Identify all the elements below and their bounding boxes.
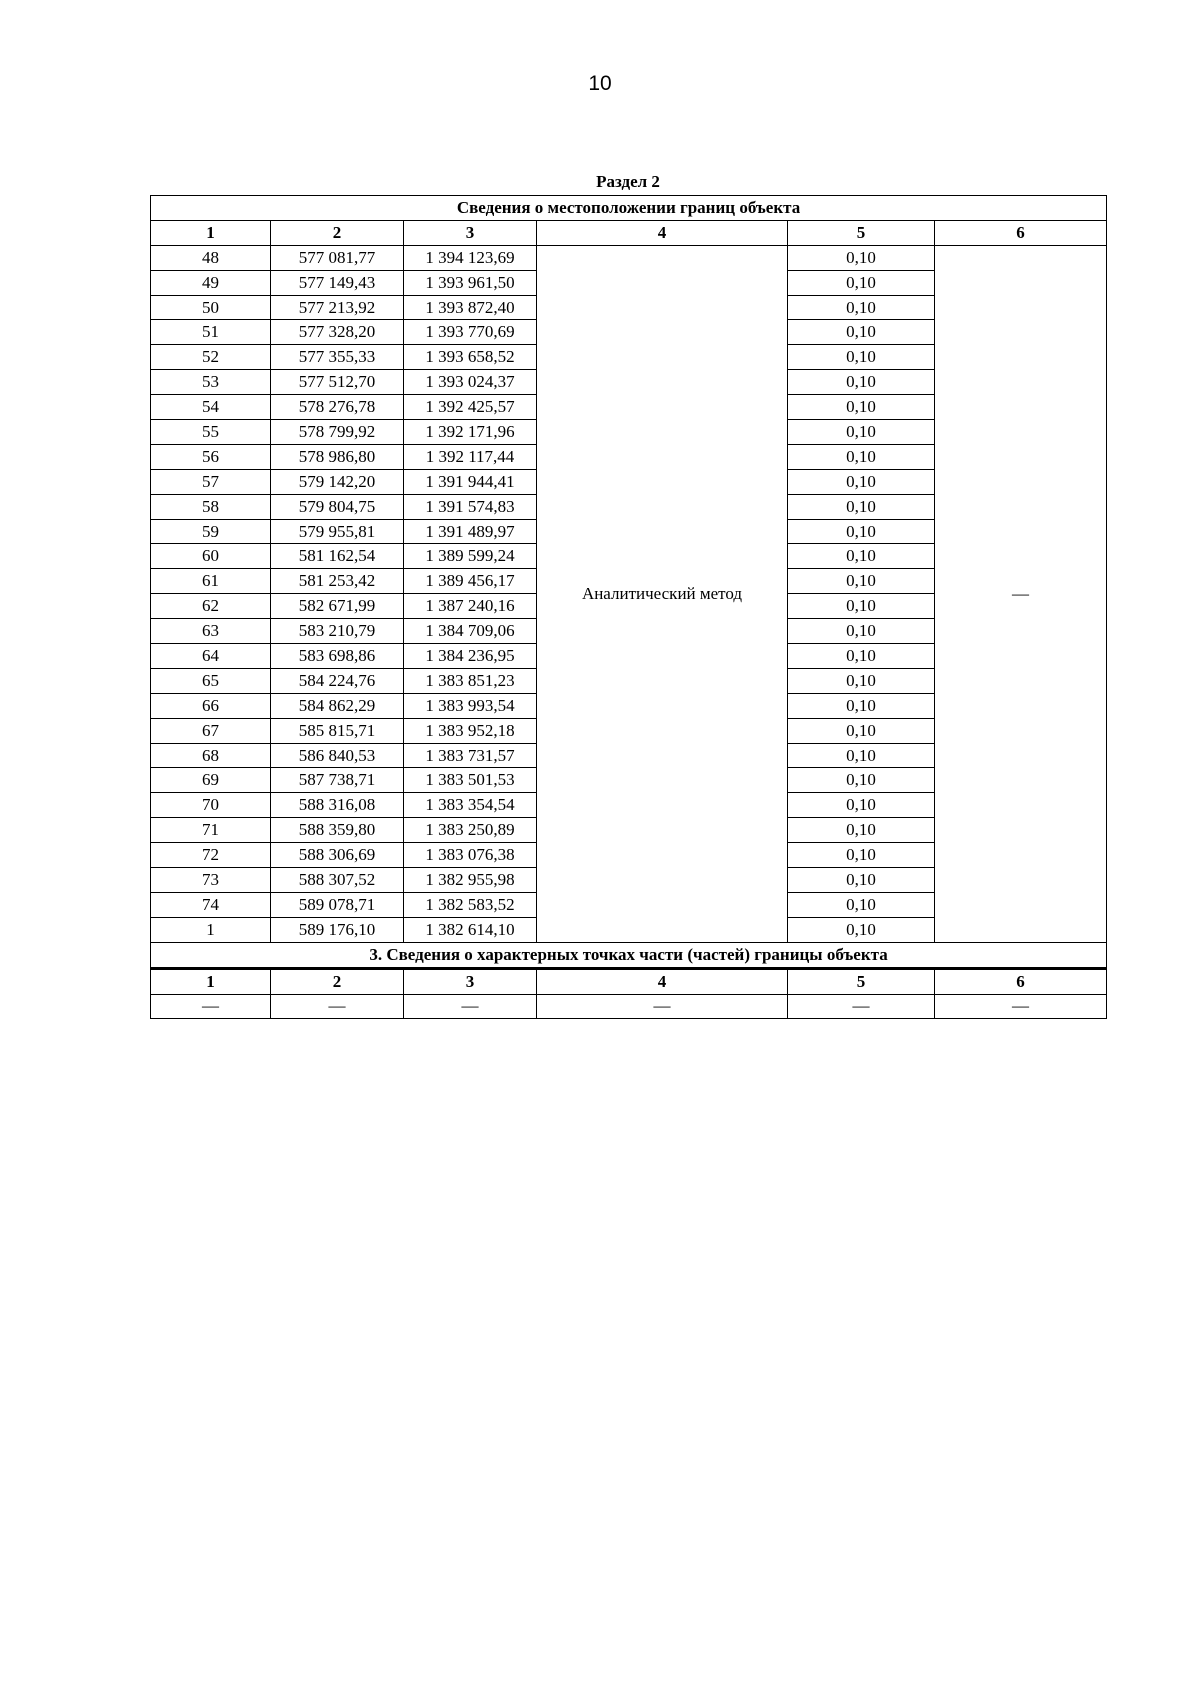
section-title: Раздел 2 <box>596 172 660 191</box>
accuracy: 0,10 <box>788 718 935 743</box>
accuracy: 0,10 <box>788 469 935 494</box>
accuracy: 0,10 <box>788 818 935 843</box>
coord-x: 588 359,80 <box>271 818 404 843</box>
table-title: Сведения о местоположении границ объекта <box>151 196 1107 221</box>
col6-cell: — <box>935 245 1107 942</box>
coord-x: 577 213,92 <box>271 295 404 320</box>
point-number: 55 <box>151 420 271 445</box>
coord-x: 579 804,75 <box>271 494 404 519</box>
coord-y: 1 394 123,69 <box>404 245 537 270</box>
coord-y: 1 391 489,97 <box>404 519 537 544</box>
coord-x: 578 986,80 <box>271 444 404 469</box>
coord-y: 1 382 614,10 <box>404 917 537 942</box>
coord-y: 1 384 236,95 <box>404 644 537 669</box>
accuracy: 0,10 <box>788 370 935 395</box>
accuracy: 0,10 <box>788 668 935 693</box>
coord-x: 581 253,42 <box>271 569 404 594</box>
accuracy: 0,10 <box>788 544 935 569</box>
point-number: 74 <box>151 892 271 917</box>
coord-x: 588 306,69 <box>271 843 404 868</box>
point-number: 53 <box>151 370 271 395</box>
subsection-title: 3. Сведения о характерных точках части (частей) границы объекта <box>151 942 1107 968</box>
coord-y: 1 393 872,40 <box>404 295 537 320</box>
column-header: 6 <box>935 220 1107 245</box>
coord-x: 579 142,20 <box>271 469 404 494</box>
point-number: 64 <box>151 644 271 669</box>
accuracy: 0,10 <box>788 619 935 644</box>
column-header: 1 <box>151 968 271 994</box>
coord-y: 1 392 117,44 <box>404 444 537 469</box>
empty-cell: — <box>788 994 935 1019</box>
coord-x: 578 276,78 <box>271 395 404 420</box>
coord-y: 1 383 993,54 <box>404 693 537 718</box>
accuracy: 0,10 <box>788 644 935 669</box>
empty-cell: — <box>271 994 404 1019</box>
coord-y: 1 383 952,18 <box>404 718 537 743</box>
coord-x: 585 815,71 <box>271 718 404 743</box>
column-header: 5 <box>788 220 935 245</box>
accuracy: 0,10 <box>788 270 935 295</box>
point-number: 60 <box>151 544 271 569</box>
accuracy: 0,10 <box>788 444 935 469</box>
column-header: 2 <box>271 968 404 994</box>
coord-x: 577 081,77 <box>271 245 404 270</box>
coord-y: 1 393 961,50 <box>404 270 537 295</box>
subsection-row <box>151 994 1107 1019</box>
coord-x: 588 307,52 <box>271 868 404 893</box>
point-number: 71 <box>151 818 271 843</box>
coord-y: 1 391 574,83 <box>404 494 537 519</box>
table-title-row <box>151 196 1107 221</box>
coord-y: 1 387 240,16 <box>404 594 537 619</box>
point-number: 52 <box>151 345 271 370</box>
accuracy: 0,10 <box>788 843 935 868</box>
point-number: 61 <box>151 569 271 594</box>
point-number: 51 <box>151 320 271 345</box>
coord-y: 1 383 354,54 <box>404 793 537 818</box>
point-number: 69 <box>151 768 271 793</box>
coord-x: 577 149,43 <box>271 270 404 295</box>
coord-y: 1 391 944,41 <box>404 469 537 494</box>
page-number: 10 <box>588 72 612 95</box>
accuracy: 0,10 <box>788 594 935 619</box>
coord-x: 583 210,79 <box>271 619 404 644</box>
point-number: 59 <box>151 519 271 544</box>
point-number: 58 <box>151 494 271 519</box>
accuracy: 0,10 <box>788 395 935 420</box>
coord-x: 589 078,71 <box>271 892 404 917</box>
coord-x: 577 328,20 <box>271 320 404 345</box>
accuracy: 0,10 <box>788 519 935 544</box>
point-number: 72 <box>151 843 271 868</box>
coord-y: 1 383 076,38 <box>404 843 537 868</box>
method-cell: Аналитический метод <box>537 245 788 942</box>
accuracy: 0,10 <box>788 793 935 818</box>
point-number: 73 <box>151 868 271 893</box>
coord-x: 586 840,53 <box>271 743 404 768</box>
point-number: 70 <box>151 793 271 818</box>
empty-cell: — <box>151 994 271 1019</box>
accuracy: 0,10 <box>788 768 935 793</box>
column-header: 3 <box>404 968 537 994</box>
point-number: 49 <box>151 270 271 295</box>
point-number: 1 <box>151 917 271 942</box>
point-number: 54 <box>151 395 271 420</box>
point-number: 50 <box>151 295 271 320</box>
coord-x: 581 162,54 <box>271 544 404 569</box>
accuracy: 0,10 <box>788 320 935 345</box>
accuracy: 0,10 <box>788 420 935 445</box>
column-header: 4 <box>537 968 788 994</box>
point-number: 67 <box>151 718 271 743</box>
coord-x: 582 671,99 <box>271 594 404 619</box>
coord-y: 1 389 599,24 <box>404 544 537 569</box>
column-header: 6 <box>935 968 1107 994</box>
column-header: 4 <box>537 220 788 245</box>
point-number: 62 <box>151 594 271 619</box>
point-number: 57 <box>151 469 271 494</box>
coord-y: 1 392 171,96 <box>404 420 537 445</box>
point-number: 48 <box>151 245 271 270</box>
point-number: 68 <box>151 743 271 768</box>
column-header: 5 <box>788 968 935 994</box>
coord-x: 579 955,81 <box>271 519 404 544</box>
coord-y: 1 392 425,57 <box>404 395 537 420</box>
coord-x: 588 316,08 <box>271 793 404 818</box>
coord-y: 1 382 955,98 <box>404 868 537 893</box>
accuracy: 0,10 <box>788 569 935 594</box>
coord-y: 1 393 658,52 <box>404 345 537 370</box>
coord-y: 1 383 250,89 <box>404 818 537 843</box>
point-number: 66 <box>151 693 271 718</box>
subsection-header-row <box>151 968 1107 994</box>
coord-x: 587 738,71 <box>271 768 404 793</box>
coord-y: 1 382 583,52 <box>404 892 537 917</box>
coord-x: 584 862,29 <box>271 693 404 718</box>
coord-y: 1 393 770,69 <box>404 320 537 345</box>
empty-cell: — <box>935 994 1107 1019</box>
accuracy: 0,10 <box>788 868 935 893</box>
coord-y: 1 383 851,23 <box>404 668 537 693</box>
accuracy: 0,10 <box>788 345 935 370</box>
point-number: 65 <box>151 668 271 693</box>
coord-x: 577 512,70 <box>271 370 404 395</box>
accuracy: 0,10 <box>788 917 935 942</box>
empty-cell: — <box>404 994 537 1019</box>
accuracy: 0,10 <box>788 693 935 718</box>
column-header: 3 <box>404 220 537 245</box>
point-number: 63 <box>151 619 271 644</box>
coord-x: 584 224,76 <box>271 668 404 693</box>
accuracy: 0,10 <box>788 295 935 320</box>
table-row <box>151 245 1107 270</box>
coord-x: 577 355,33 <box>271 345 404 370</box>
coord-x: 583 698,86 <box>271 644 404 669</box>
coord-y: 1 384 709,06 <box>404 619 537 644</box>
column-header: 2 <box>271 220 404 245</box>
subsection-title-row <box>151 942 1107 968</box>
empty-cell: — <box>537 994 788 1019</box>
point-number: 56 <box>151 444 271 469</box>
column-header-row <box>151 220 1107 245</box>
accuracy: 0,10 <box>788 245 935 270</box>
coord-y: 1 383 501,53 <box>404 768 537 793</box>
coord-x: 589 176,10 <box>271 917 404 942</box>
coord-x: 578 799,92 <box>271 420 404 445</box>
accuracy: 0,10 <box>788 892 935 917</box>
accuracy: 0,10 <box>788 494 935 519</box>
coord-y: 1 389 456,17 <box>404 569 537 594</box>
boundary-table <box>150 195 1107 1019</box>
coord-y: 1 383 731,57 <box>404 743 537 768</box>
accuracy: 0,10 <box>788 743 935 768</box>
coord-y: 1 393 024,37 <box>404 370 537 395</box>
column-header: 1 <box>151 220 271 245</box>
